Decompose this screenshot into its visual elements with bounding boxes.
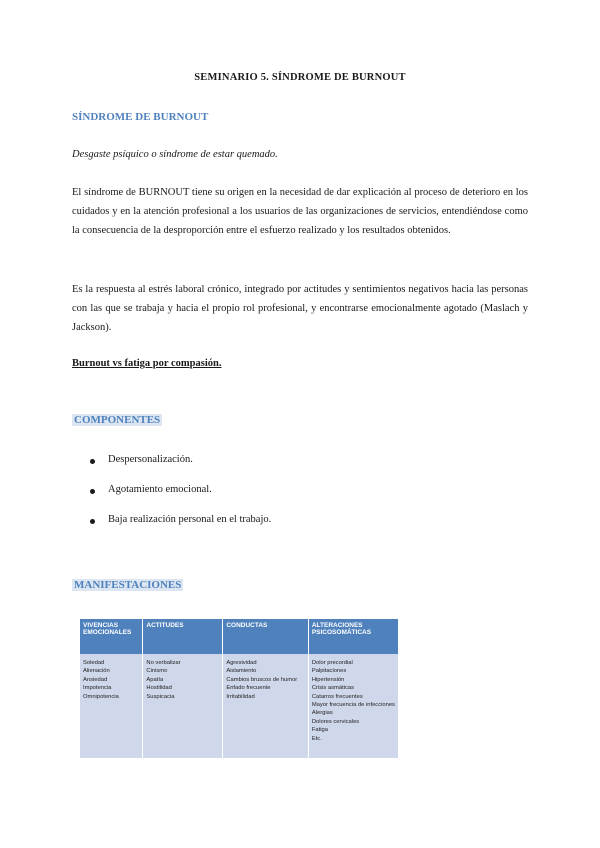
table-header-alteraciones: ALTERACIONES PSICOSOMÁTICAS [308,619,398,654]
cell-item: Omnipotencia [83,693,119,700]
section-heading-burnout: SÍNDROME DE BURNOUT [72,111,209,123]
paragraph-definition: Es la respuesta al estrés laboral crónico, integrado por actitudes y sentimientos negativos hacia las personas con las que se trabaja y hacia el propio rol profesional, y encontrarse emocionalmente agotado (Maslach y Jackson). [72,284,528,333]
document-title: SEMINARIO 5. SÍNDROME DE BURNOUT [194,72,406,83]
cell-item: Catarros frecuentes [311,693,363,700]
list-item [90,514,271,544]
section-heading-manifestaciones: MANIFESTACIONES [74,579,182,591]
cell-item: Soledad [83,660,105,666]
table-header-vivencias: VIVENCIAS EMOCIONALES [80,619,143,654]
cell-item: Dolor precordial [311,660,353,666]
table-cell-alteraciones [308,654,398,758]
bullet-icon [90,459,95,464]
burnout-vs-fatiga-heading: Burnout vs fatiga por compasión. [72,358,222,369]
table-cell-vivencias [80,654,143,758]
list-item-text: Baja realización personal en el trabajo. [108,514,272,525]
cell-item: Suspicacia [146,693,175,700]
table-cell-conductas [223,654,308,758]
cell-item: Alienación [83,668,110,675]
cell-item: Etc. [311,735,322,742]
paragraph-origin: El síndrome de BURNOUT tiene su origen en la necesidad de dar explicación al proceso de deterioro en los cuidados y en la atención profesional a los usuarios de las organizaciones de servicios, entendiéndose como la consecuencia de la desproporción entre el esfuerzo realizado y los resultados obtenidos. [72,187,528,236]
cell-item: Irritabilidad [226,693,255,700]
table-cell-actitudes [143,654,223,758]
list-item [90,484,271,514]
cell-item: Cinismo [146,668,168,675]
cell-item: Ansiedad [83,676,108,683]
cell-item: Fatiga [311,727,328,734]
cell-item: Dolores cervicales [311,718,360,725]
cell-item: Hipertensión [311,676,345,683]
cell-item: Palpitaciones [311,668,347,675]
manifestaciones-table [80,619,398,758]
table-row [80,654,398,758]
cell-item: Aislamiento [226,668,257,675]
componentes-list [90,454,271,544]
cell-item: Crisis asmáticas [311,685,355,692]
cell-item: Hostilidad [146,685,172,692]
cell-item: Alergias [311,710,333,717]
section-heading-componentes: COMPONENTES [74,414,161,426]
table-header-actitudes: ACTITUDES [143,619,223,654]
cell-item: No verbalizar [146,660,181,666]
list-item [90,454,271,484]
cell-item: Apatía [146,676,164,683]
cell-item: Enfado frecuente [226,685,271,692]
table-header-conductas: CONDUCTAS [223,619,308,654]
cell-item: Cambios bruscos de humor [226,676,298,683]
table-header-row [80,619,398,654]
subtitle: Desgaste psíquico o síndrome de estar quemado. [72,149,278,160]
list-item-text: Despersonalización. [108,454,193,465]
cell-item: Impotencia [83,685,112,692]
cell-item: Agresividad [226,660,257,666]
list-item-text: Agotamiento emocional. [108,484,212,495]
cell-item: Mayor frecuencia de infecciones [311,702,395,709]
bullet-icon [90,489,95,494]
bullet-icon [90,519,95,524]
